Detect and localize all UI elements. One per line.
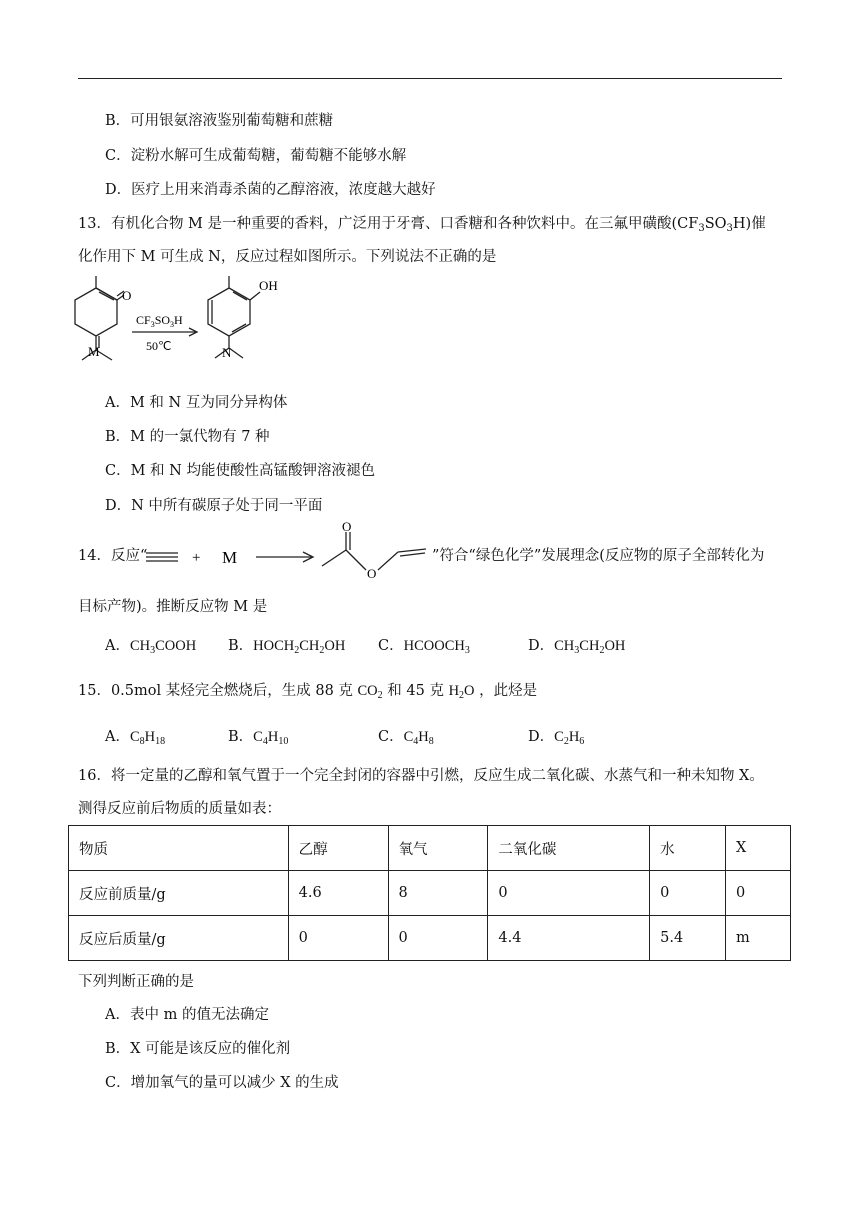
q13-stem-line1: 13．有机化合物 M 是一种重要的香料，广泛用于牙膏、口香糖和各种饮料中。在三氟甲磺酸$(CF_3SO_3H)$催 bbox=[78, 216, 766, 234]
m-label: M bbox=[88, 344, 100, 359]
table-row bbox=[69, 916, 791, 961]
q16-stem-line1: 16．将一定量的乙醇和氧气置于一个完全封闭的容器中引燃，反应生成二氧化碳、水蒸气和一种未知物 X。 bbox=[78, 768, 764, 784]
table-cell: 0 bbox=[726, 871, 791, 916]
mass-table bbox=[68, 825, 791, 961]
table-header-cell: 乙醇 bbox=[288, 826, 388, 871]
q12-option-c[interactable]: C．淀粉水解可生成葡萄糖，葡萄糖不能够水解 bbox=[105, 148, 407, 164]
q13-option-a[interactable]: A．M 和 N 互为同分异构体 bbox=[105, 395, 288, 411]
q13-reaction-scheme bbox=[70, 268, 300, 368]
q14-plus: + bbox=[192, 550, 201, 566]
q14-option-b[interactable]: B．$HOCH_2CH_2OH$ bbox=[228, 638, 346, 656]
table-cell: 0 bbox=[388, 916, 488, 961]
q14-option-d[interactable]: D．$CH_3CH_2OH$ bbox=[528, 638, 626, 656]
table-cell: 反应后质量/g bbox=[69, 916, 289, 961]
condition-label: 50℃ bbox=[146, 339, 172, 353]
q16-option-c[interactable]: C．增加氧气的量可以减少 X 的生成 bbox=[105, 1075, 339, 1091]
q15-option-c[interactable]: C．$C_4H_8$ bbox=[378, 729, 434, 747]
table-header-row bbox=[69, 826, 791, 871]
table-header-cell: 氧气 bbox=[388, 826, 488, 871]
table-cell: 0 bbox=[488, 871, 650, 916]
header-rule bbox=[78, 78, 782, 79]
q12-option-b[interactable]: B．可用银氨溶液鉴别葡萄糖和蔗糖 bbox=[105, 113, 334, 129]
q15-stem: 15．0.5mol 某烃完全燃烧后，生成 88 克 $CO_2$ 和 45 克 $H_2O$ ，此烃是 bbox=[78, 683, 538, 701]
q16-question: 下列判断正确的是 bbox=[78, 974, 194, 990]
q13-option-c[interactable]: C．M 和 N 均能使酸性高锰酸钾溶液褪色 bbox=[105, 463, 375, 479]
table-cell: 5.4 bbox=[650, 916, 726, 961]
q14-ester-o1: O bbox=[342, 520, 352, 534]
table-header-cell: X bbox=[726, 826, 791, 871]
table-row bbox=[69, 871, 791, 916]
q14-m: M bbox=[222, 548, 238, 567]
q14-option-a[interactable]: A．$CH_3COOH$ bbox=[105, 638, 197, 656]
table-header-cell: 物质 bbox=[69, 826, 289, 871]
table-header-cell: 水 bbox=[650, 826, 726, 871]
q16-option-a[interactable]: A．表中 m 的值无法确定 bbox=[105, 1007, 269, 1023]
q16-option-b[interactable]: B．X 可能是该反应的催化剂 bbox=[105, 1041, 291, 1057]
table-cell: 4.6 bbox=[288, 871, 388, 916]
q15-option-a[interactable]: A．$C_8H_{18}$ bbox=[105, 729, 166, 747]
table-header-cell: 二氧化碳 bbox=[488, 826, 650, 871]
table-cell: 0 bbox=[650, 871, 726, 916]
table-cell: 8 bbox=[388, 871, 488, 916]
q16-stem-line2: 测得反应前后物质的质量如表： bbox=[78, 801, 281, 817]
q12-option-d[interactable]: D．医疗上用来消毒杀菌的乙醇溶液，浓度越大越好 bbox=[105, 182, 436, 198]
table-cell: m bbox=[726, 916, 791, 961]
n-oh-label: OH bbox=[259, 278, 278, 293]
table-cell: 反应前质量/g bbox=[69, 871, 289, 916]
q14-prefix: 14．反应“ bbox=[78, 548, 148, 564]
q13-stem-line2: 化作用下 M 可生成 N，反应过程如图所示。下列说法不正确的是 bbox=[78, 249, 497, 265]
q15-option-d[interactable]: D．$C_2H_6$ bbox=[528, 729, 585, 747]
n-label: N bbox=[222, 345, 232, 360]
q14-ester-o2: O bbox=[367, 566, 377, 581]
q13-option-b[interactable]: B．M 的一氯代物有 7 种 bbox=[105, 429, 270, 445]
reagent-label: $CF_3SO_3H$ bbox=[136, 313, 183, 329]
q14-option-c[interactable]: C．$HCOOCH_3$ bbox=[378, 638, 470, 656]
m-ketone-o: O bbox=[122, 288, 132, 303]
table-cell: 0 bbox=[288, 916, 388, 961]
q14-suffix: ”符合“绿色化学”发展理念(反应物的原子全部转化为 bbox=[432, 548, 765, 564]
table-cell: 4.4 bbox=[488, 916, 650, 961]
q14-reaction-scheme bbox=[140, 520, 432, 584]
q13-option-d[interactable]: D．N 中所有碳原子处于同一平面 bbox=[105, 498, 323, 514]
q14-stem-line2: 目标产物)。推断反应物 M 是 bbox=[78, 599, 268, 615]
q15-option-b[interactable]: B．$C_4H_{10}$ bbox=[228, 729, 289, 747]
